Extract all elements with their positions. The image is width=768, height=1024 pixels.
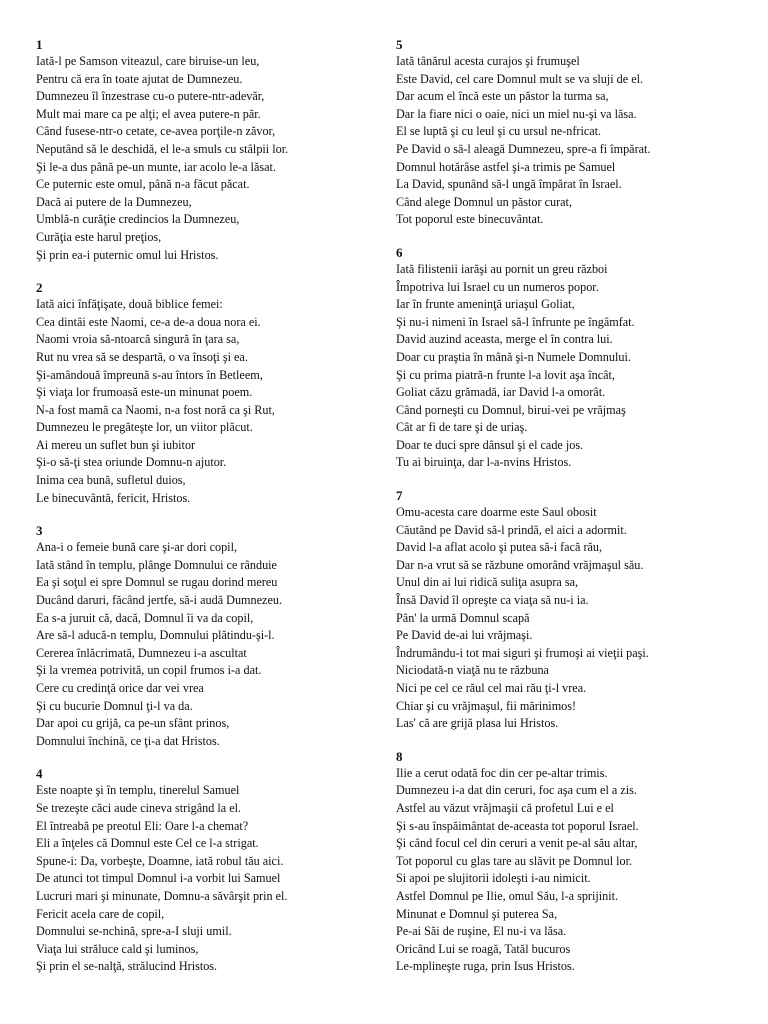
verse-line: Minunat e Domnul şi puterea Sa, <box>396 906 558 921</box>
verse-line: Naomi vroia să-ntoarcă singură în ţara sa, <box>36 332 240 347</box>
verse-line: Se trezeşte căci aude cineva strigând la el. <box>36 800 242 815</box>
verse-line: Cea dintâi este Naomi, ce-a de-a doua nora ei. <box>36 314 261 329</box>
verse-line: Iar în frunte ameninţă uriaşul Goliat, <box>396 297 575 312</box>
verse-line: Şi le-a dus până pe-un munte, iar acolo le-a lăsat. <box>36 159 276 174</box>
verse-line: Dar la fiare nici o oaie, nici un miel nu-şi va lăsa. <box>396 106 637 121</box>
verse-line: Eli a înţeles că Domnul este Cel ce l-a strigat. <box>36 836 259 851</box>
verse-line: Astfel Domnul pe Ilie, omul Său, l-a sprijinit. <box>396 888 619 903</box>
stanza <box>396 487 756 733</box>
verse-line: Tu ai biruinţa, dar l-a-nvins Hristos. <box>396 455 572 470</box>
verse-line: Când alege Domnul un păstor curat, <box>396 194 572 209</box>
verse-line: Ea şi soţul ei spre Domnul se rugau dorind mereu <box>36 575 278 590</box>
verse-line: David auzind aceasta, merge el în contra lui. <box>396 332 613 347</box>
stanza-number: 7 <box>396 488 403 504</box>
verse-line: Dumnezeu îl înzestrase cu-o putere-ntr-adevăr, <box>36 89 265 104</box>
verse-line: Dar apoi cu grijă, ca pe-un sfânt prinos, <box>36 716 230 731</box>
stanza <box>396 748 756 976</box>
verse-line: Are să-l aducă-n templu, Domnului plătindu-şi-l. <box>36 628 275 643</box>
verse-line: Le-mplineşte ruga, prin Isus Hristos. <box>396 959 575 974</box>
verse-line: Si apoi pe slujitorii idoleşti i-au nimicit. <box>396 871 591 886</box>
stanza-number: 5 <box>396 37 403 52</box>
verse-line: Domnului se-nchină, spre-a-I sluji umil. <box>36 924 232 939</box>
verse-line: Viaţa lui străluce cald şi luminos, <box>36 941 199 956</box>
verse-line: Pe David o să-l aleagă Dumnezeu, spre-a fi împărat. <box>396 141 651 156</box>
stanza <box>36 279 396 507</box>
verse-line: Iată tânărul acesta curajos şi frumuşel <box>396 54 580 68</box>
stanza-number: 6 <box>396 244 403 260</box>
stanza <box>396 244 756 472</box>
verse-line: Îndrumându-i tot mai siguri şi frumoşi ai vieţii paşi. <box>396 645 649 660</box>
stanza-number: 4 <box>36 766 43 782</box>
stanza <box>36 36 396 264</box>
verse-line: Las' că are grijă plasa lui Hristos. <box>396 716 559 731</box>
verse-line: Şi când focul cel din ceruri a venit pe-al său altar, <box>396 836 638 851</box>
verse-line: Este David, cel care Domnul mult se va sluji de el. <box>396 71 644 86</box>
verse-line: Şi prin ea-i puternic omul lui Hristos. <box>36 247 219 262</box>
verse-line: Oricând Lui se roagă, Tatăl bucuros <box>396 941 571 956</box>
verse-line: Inima cea bună, sufletul duios, <box>36 473 186 488</box>
verse-line: El întreabă pe preotul Eli: Oare l-a chemat? <box>36 818 249 833</box>
verse-line: Pentru că era în toate ajutat de Dumnezeu. <box>36 71 243 86</box>
verse-line: De atunci tot timpul Domnul i-a vorbit lui Samuel <box>36 871 281 886</box>
verse-line: Iată filistenii iarăşi au pornit un greu război <box>396 261 608 276</box>
verse-line: La David, spunând să-l ungă împărat în Israel. <box>396 177 622 192</box>
verse-line: Domnul hotărâse astfel şi-a trimis pe Samuel <box>396 159 616 174</box>
verse-line: Şi viaţa lor frumoasă este-un minunat poem. <box>36 385 253 400</box>
verse-line: Cât ar fi de tare şi de uriaş. <box>396 420 528 435</box>
left-column <box>36 36 396 991</box>
verse-line: Tot poporul cu glas tare au slăvit pe Domnul lor. <box>396 853 633 868</box>
verse-line: Iată-l pe Samson viteazul, care biruise-un leu, <box>36 54 260 68</box>
verse-line: Pe David de-ai lui vrăjmaşi. <box>396 628 533 643</box>
verse-line: Pe-ai Săi de ruşine, El nu-i va lăsa. <box>396 924 567 939</box>
verse-line: Dumnezeu le pregăteşte lor, un viitor plăcut. <box>36 420 253 435</box>
verse-line: Este noapte şi în templu, tinerelul Samuel <box>36 783 240 798</box>
verse-line: Tot poporul este binecuvântat. <box>396 212 544 227</box>
verse-line: Ducând daruri, făcând jertfe, să-i audă Dumnezeu. <box>36 593 282 608</box>
verse-line: Însă David îl opreşte ca viaţa să nu-i ia. <box>396 593 589 608</box>
verse-line: N-a fost mamă ca Naomi, n-a fost noră ca şi Rut, <box>36 402 275 417</box>
verse-line: Niciodată-n viaţă nu te răzbuna <box>396 663 549 678</box>
verse-line: Umblă-n curăţie credincios la Dumnezeu, <box>36 212 240 227</box>
verse-line: Curăţia este harul preţios, <box>36 229 162 244</box>
verse-line: Lucruri mari şi minunate, Domnu-a săvârşit prin el. <box>36 888 288 903</box>
right-column <box>396 36 756 991</box>
verse-line: Astfel au văzut vrăjmaşii că profetul Lui e el <box>396 800 614 815</box>
verse-line: Şi la vremea potrivită, un copil frumos i-a dat. <box>36 663 262 678</box>
verse-line: Doar te duci spre dânsul şi el cade jos. <box>396 437 584 452</box>
verse-line: Căutând pe David să-l prindă, el aici a adormit. <box>396 522 627 537</box>
verse-line: Nici pe cel ce răul cel mai rău ţi-l vrea. <box>396 681 587 695</box>
verse-line: Fericit acela care de copil, <box>36 906 165 921</box>
verse-line: Iată aici înfăţişate, două biblice femei: <box>36 297 223 312</box>
stanza <box>36 765 396 976</box>
verse-line: David l-a aflat acolo şi putea să-i facă rău, <box>396 540 603 555</box>
verse-line: Spune-i: Da, vorbeşte, Doamne, iată robul tău aici. <box>36 853 284 868</box>
verse-line: Şi cu prima piatră-n frunte l-a lovit aşa încât, <box>396 367 615 382</box>
verse-line: El se luptă şi cu leul şi cu ursul ne-nfricat. <box>396 124 602 139</box>
verse-line: Ce puternic este omul, până n-a făcut păcat. <box>36 177 250 192</box>
verse-line: Chiar şi cu vrăjmaşul, fii mărinimos! <box>396 698 577 713</box>
verse-line: Le binecuvântă, fericit, Hristos. <box>36 490 191 505</box>
verse-line: Şi s-au înspăimântat de-aceasta tot poporul Israel. <box>396 818 639 833</box>
verse-line: Neputând să le deschidă, el le-a smuls cu stâlpii lor. <box>36 141 289 156</box>
stanza <box>36 522 396 750</box>
verse-line: Şi-amândouă împreună s-au întors în Betleem, <box>36 367 263 382</box>
verse-line: Dacă ai putere de la Dumnezeu, <box>36 194 192 209</box>
verse-line: Ai mereu un suflet bun şi iubitor <box>36 437 196 452</box>
stanza-number: 1 <box>36 37 43 52</box>
verse-line: Ana-i o femeie bună care şi-ar dori copil, <box>36 540 238 555</box>
verse-line: Când porneşti cu Domnul, birui-vei pe vrăjmaş <box>396 402 626 417</box>
verse-line: Mult mai mare ca pe alţi; el avea putere-n păr. <box>36 106 261 121</box>
stanza-number: 8 <box>396 748 403 764</box>
verse-line: Dumnezeu i-a dat din ceruri, foc aşa cum el a zis. <box>396 783 637 798</box>
verse-line: Ilie a cerut odată foc din cer pe-altar trimis. <box>396 765 608 780</box>
stanza-number: 2 <box>36 280 43 296</box>
stanza <box>396 36 756 229</box>
verse-line: Dar acum el încă este un păstor la turma sa, <box>396 89 609 104</box>
verse-line: Împotriva lui Israel cu un numeros popor. <box>396 279 599 294</box>
verse-line: Doar cu praştia în mână şi-n Numele Domnului. <box>396 349 631 364</box>
verse-line: Când fusese-ntr-o cetate, ce-avea porţile-n zăvor, <box>36 124 276 139</box>
verse-line: Iată stând în templu, plânge Domnului ce rânduie <box>36 557 277 572</box>
verse-line: Omu-acesta care doarme este Saul obosit <box>396 505 597 520</box>
verse-line: Goliat căzu grămadă, iar David l-a omorât. <box>396 385 606 400</box>
verse-line: Rut nu vrea să se despartă, o va însoţi şi ea. <box>36 349 248 364</box>
stanza-number: 3 <box>36 523 43 539</box>
verse-line: Unul din ai lui ridică suliţa asupra sa, <box>396 575 579 590</box>
verse-line: Domnului închină, ce ţi-a dat Hristos. <box>36 733 220 748</box>
verse-line: Ea s-a juruit că, dacă, Domnul îi va da copil, <box>36 610 254 625</box>
verse-line: Dar n-a vrut să se răzbune omorând vrăjmaşul său. <box>396 557 644 572</box>
verse-line: Pân' la urmă Domnul scapă <box>396 610 530 625</box>
verse-line: Şi prin el se-nalţă, strălucind Hristos. <box>36 959 218 974</box>
verse-line: Cererea înlăcrimată, Dumnezeu i-a ascultat <box>36 645 247 660</box>
verse-line: Cere cu credinţă orice dar vei vrea <box>36 681 204 695</box>
verse-line: Şi cu bucurie Domnul ţi-l va da. <box>36 698 193 713</box>
verse-line: Şi-o să-ţi stea oriunde Domnu-n ajutor. <box>36 455 227 470</box>
verse-line: Şi nu-i nimeni în Israel să-l înfrunte pe îngâmfat. <box>396 314 635 329</box>
